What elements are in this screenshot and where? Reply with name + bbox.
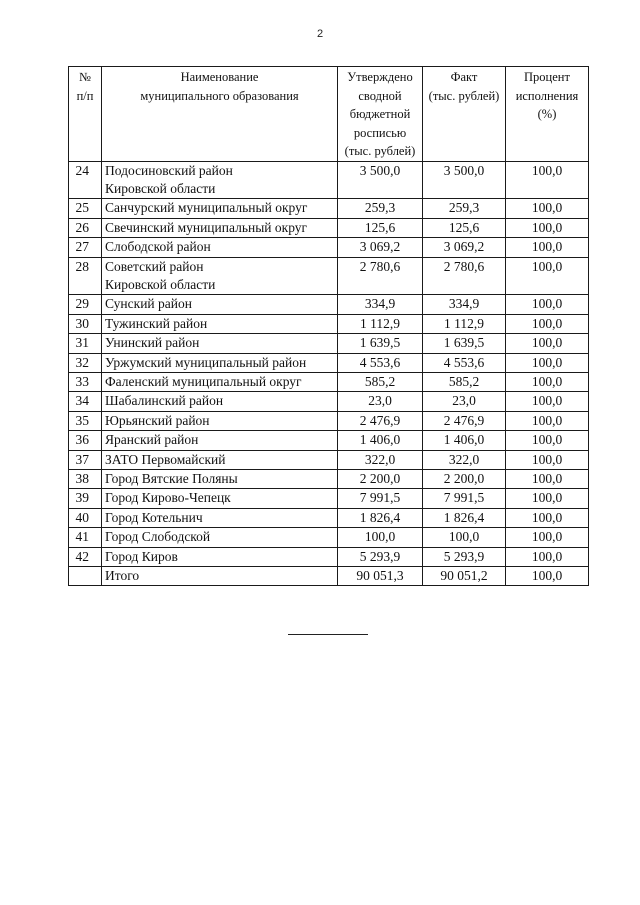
cell-num: 37 [69, 450, 102, 469]
cell-approved: 3 069,2 [338, 238, 423, 257]
table-row [69, 238, 589, 257]
cell-num: 24 [69, 161, 102, 199]
total-row [69, 567, 589, 586]
cell-percent: 100,0 [506, 567, 589, 586]
cell-name: Подосиновский район Кировской области [102, 161, 338, 199]
table-row [69, 411, 589, 430]
cell-fact: 2 780,6 [423, 257, 506, 295]
cell-approved: 1 406,0 [338, 431, 423, 450]
cell-num [69, 567, 102, 586]
cell-percent: 100,0 [506, 295, 589, 314]
cell-fact: 3 069,2 [423, 238, 506, 257]
table-header-row [69, 67, 589, 162]
cell-approved: 4 553,6 [338, 353, 423, 372]
cell-name: Яранский район [102, 431, 338, 450]
cell-fact: 322,0 [423, 450, 506, 469]
table-row [69, 334, 589, 353]
header-approved: Утверждено сводной бюджетной росписью (тыс. рублей) [338, 67, 423, 162]
cell-approved: 7 991,5 [338, 489, 423, 508]
cell-fact: 1 826,4 [423, 508, 506, 527]
table-row [69, 295, 589, 314]
table-row [69, 161, 589, 199]
cell-approved: 100,0 [338, 528, 423, 547]
cell-approved: 259,3 [338, 199, 423, 218]
cell-name: Шабалинский район [102, 392, 338, 411]
cell-approved: 322,0 [338, 450, 423, 469]
header-num: № п/п [69, 67, 102, 162]
cell-fact: 2 476,9 [423, 411, 506, 430]
cell-name: Слободской район [102, 238, 338, 257]
cell-approved: 90 051,3 [338, 567, 423, 586]
cell-fact: 3 500,0 [423, 161, 506, 199]
cell-num: 29 [69, 295, 102, 314]
cell-approved: 2 200,0 [338, 470, 423, 489]
table-body [69, 161, 589, 586]
cell-percent: 100,0 [506, 528, 589, 547]
cell-percent: 100,0 [506, 353, 589, 372]
cell-num: 40 [69, 508, 102, 527]
cell-percent: 100,0 [506, 218, 589, 237]
cell-fact: 1 639,5 [423, 334, 506, 353]
cell-name: Юрьянский район [102, 411, 338, 430]
cell-name: Город Котельнич [102, 508, 338, 527]
cell-name: Город Вятские Поляны [102, 470, 338, 489]
cell-percent: 100,0 [506, 431, 589, 450]
cell-name: Уржумский муниципальный район [102, 353, 338, 372]
cell-fact: 90 051,2 [423, 567, 506, 586]
cell-fact: 23,0 [423, 392, 506, 411]
cell-name: Город Киров [102, 547, 338, 566]
cell-percent: 100,0 [506, 547, 589, 566]
table-row [69, 547, 589, 566]
cell-percent: 100,0 [506, 372, 589, 391]
cell-approved: 585,2 [338, 372, 423, 391]
cell-name: Советский район Кировской области [102, 257, 338, 295]
cell-num: 27 [69, 238, 102, 257]
cell-num: 34 [69, 392, 102, 411]
cell-num: 42 [69, 547, 102, 566]
cell-fact: 125,6 [423, 218, 506, 237]
cell-percent: 100,0 [506, 392, 589, 411]
cell-num: 26 [69, 218, 102, 237]
table-row [69, 372, 589, 391]
cell-num: 30 [69, 314, 102, 333]
cell-fact: 1 112,9 [423, 314, 506, 333]
table-row [69, 353, 589, 372]
cell-name: Санчурский муниципальный округ [102, 199, 338, 218]
cell-fact: 2 200,0 [423, 470, 506, 489]
budget-table [68, 66, 589, 586]
cell-name: Город Слободской [102, 528, 338, 547]
cell-num: 41 [69, 528, 102, 547]
cell-approved: 125,6 [338, 218, 423, 237]
cell-percent: 100,0 [506, 334, 589, 353]
cell-percent: 100,0 [506, 238, 589, 257]
cell-percent: 100,0 [506, 508, 589, 527]
table-row [69, 528, 589, 547]
cell-percent: 100,0 [506, 489, 589, 508]
header-name: Наименование муниципального образования [102, 67, 338, 162]
table-row [69, 218, 589, 237]
cell-name: Город Кирово-Чепецк [102, 489, 338, 508]
cell-num: 36 [69, 431, 102, 450]
cell-fact: 7 991,5 [423, 489, 506, 508]
table-row [69, 431, 589, 450]
cell-fact: 100,0 [423, 528, 506, 547]
cell-name: Сунский район [102, 295, 338, 314]
cell-name: Итого [102, 567, 338, 586]
cell-num: 35 [69, 411, 102, 430]
cell-percent: 100,0 [506, 257, 589, 295]
separator-line [288, 634, 368, 635]
cell-percent: 100,0 [506, 161, 589, 199]
cell-approved: 2 780,6 [338, 257, 423, 295]
cell-name: Свечинский муниципальный округ [102, 218, 338, 237]
cell-num: 25 [69, 199, 102, 218]
cell-num: 38 [69, 470, 102, 489]
cell-percent: 100,0 [506, 314, 589, 333]
cell-approved: 334,9 [338, 295, 423, 314]
cell-approved: 1 826,4 [338, 508, 423, 527]
table-row [69, 470, 589, 489]
cell-num: 32 [69, 353, 102, 372]
cell-fact: 334,9 [423, 295, 506, 314]
cell-num: 33 [69, 372, 102, 391]
table-row [69, 257, 589, 295]
cell-approved: 1 112,9 [338, 314, 423, 333]
cell-fact: 5 293,9 [423, 547, 506, 566]
cell-num: 31 [69, 334, 102, 353]
cell-name: Фаленский муниципальный округ [102, 372, 338, 391]
table-row [69, 199, 589, 218]
cell-num: 28 [69, 257, 102, 295]
page-number: 2 [316, 28, 324, 40]
header-fact: Факт (тыс. рублей) [423, 67, 506, 162]
cell-fact: 1 406,0 [423, 431, 506, 450]
cell-percent: 100,0 [506, 199, 589, 218]
cell-approved: 1 639,5 [338, 334, 423, 353]
cell-approved: 3 500,0 [338, 161, 423, 199]
table-row [69, 489, 589, 508]
cell-fact: 585,2 [423, 372, 506, 391]
table-row [69, 314, 589, 333]
cell-approved: 23,0 [338, 392, 423, 411]
cell-percent: 100,0 [506, 411, 589, 430]
cell-approved: 2 476,9 [338, 411, 423, 430]
cell-name: Тужинский район [102, 314, 338, 333]
cell-fact: 4 553,6 [423, 353, 506, 372]
cell-name: ЗАТО Первомайский [102, 450, 338, 469]
cell-fact: 259,3 [423, 199, 506, 218]
header-percent: Процент исполнения (%) [506, 67, 589, 162]
cell-name: Унинский район [102, 334, 338, 353]
table-row [69, 508, 589, 527]
cell-approved: 5 293,9 [338, 547, 423, 566]
cell-percent: 100,0 [506, 470, 589, 489]
table-row [69, 450, 589, 469]
cell-num: 39 [69, 489, 102, 508]
table-row [69, 392, 589, 411]
cell-percent: 100,0 [506, 450, 589, 469]
